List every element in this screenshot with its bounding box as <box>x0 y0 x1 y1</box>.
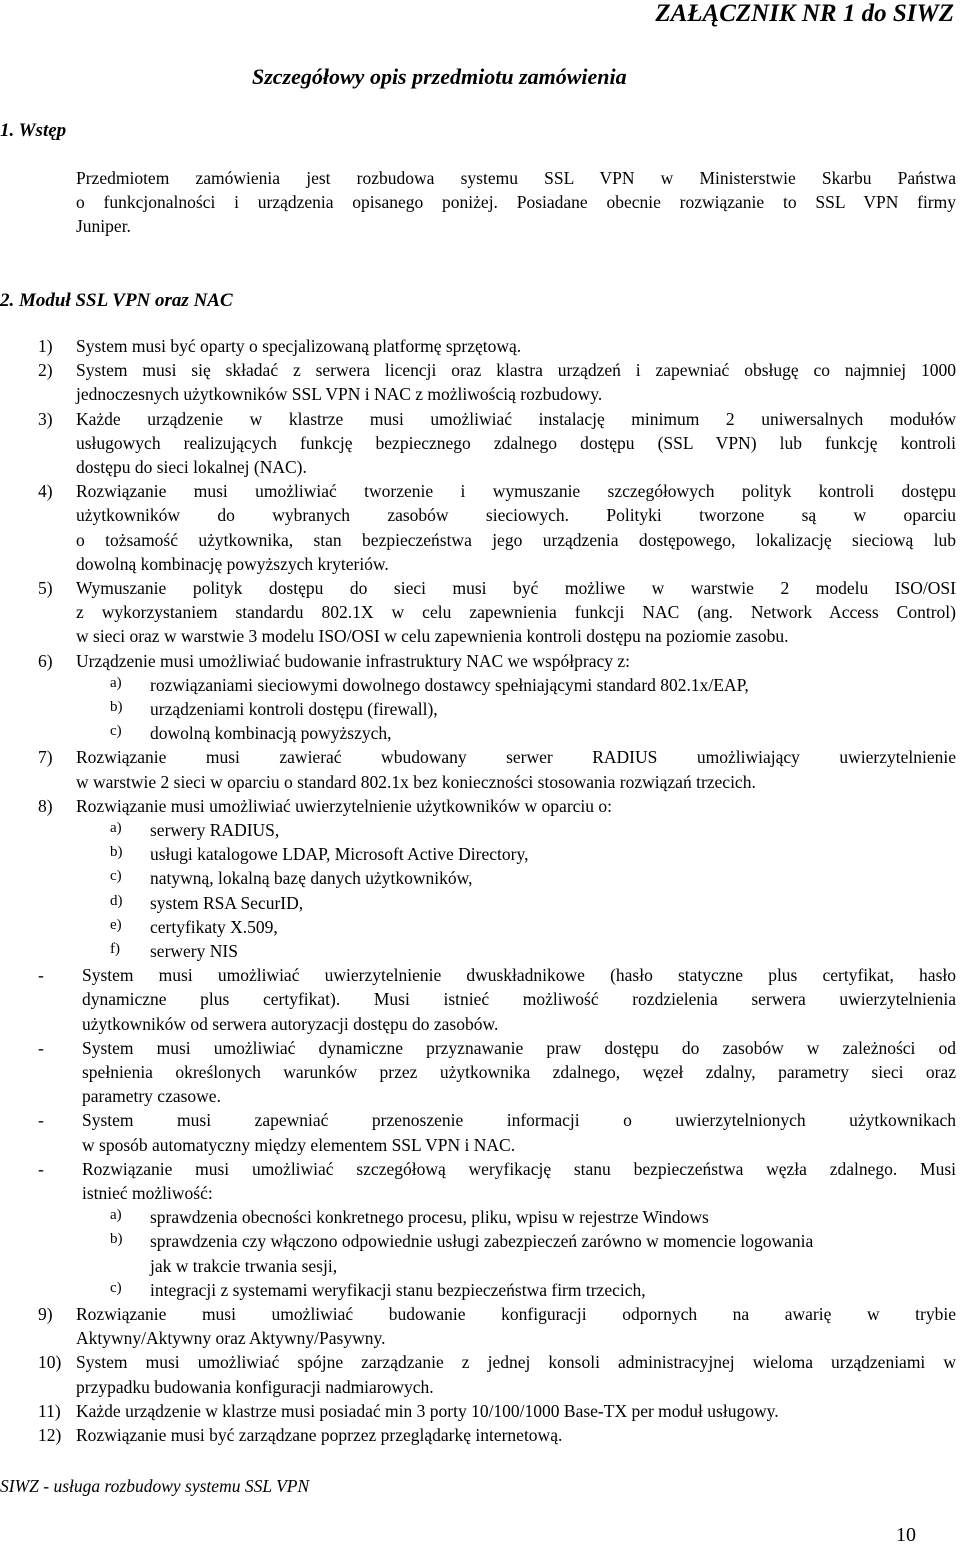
requirement-4-line: o tożsamość użytkownika, stan bezpieczeństwa jego urządzenia dostępowego, lokalizację sieciową lub <box>76 529 956 550</box>
requirement-8-sub-text: usługi katalogowe LDAP, Microsoft Active Directory, <box>150 844 529 865</box>
dash-requirement-4-sub-label: c) <box>110 1279 122 1296</box>
requirement-9-line: Aktywny/Aktywny oraz Aktywny/Pasywny. <box>76 1328 386 1349</box>
page-number: 10 <box>896 1524 916 1546</box>
requirement-1-number: 1) <box>38 336 53 356</box>
requirement-8-sub-label: d) <box>110 892 123 909</box>
requirement-5-line: w sieci oraz w warstwie 3 modelu ISO/OSI w celu zapewnienia kontroli dostępu na poziomie zasobu. <box>76 626 789 647</box>
dash-requirement-4-sub-text: jak w trakcie trwania sesji, <box>150 1255 338 1276</box>
requirement-3-number: 3) <box>38 408 53 429</box>
requirement-12-number: 12) <box>38 1425 62 1445</box>
requirement-11-line: Każde urządzenie w klastrze musi posiadać min 3 porty 10/100/1000 Base-TX per moduł usługowy. <box>76 1400 779 1421</box>
dash-requirement-4-sub-text: sprawdzenia obecności konkretnego procesu, pliku, wpisu w rejestrze Windows <box>150 1207 709 1228</box>
requirement-2-line: jednoczesnych użytkowników SSL VPN i NAC z możliwością rozbudowy. <box>76 384 603 405</box>
requirement-4-line: użytkowników do wybranych zasobów sieciowych. Polityki tworzone są w oparciu <box>76 505 956 526</box>
requirement-6-sub-text: rozwiązaniami sieciowymi dowolnego dostawcy spełniającymi standard 802.1x/EAP, <box>150 674 749 695</box>
dash-requirement-1-bullet: - <box>38 965 44 986</box>
dash-requirement-4-line: istnieć możliwość: <box>82 1183 213 1203</box>
dash-requirement-4-sub-label: a) <box>110 1207 122 1224</box>
requirement-10-line: System musi umożliwiać spójne zarządzanie z jednej konsoli administracyjnej wieloma urządzeniami w <box>76 1352 956 1373</box>
intro-paragraph-line: Juniper. <box>76 216 131 236</box>
requirement-6-sub-text: urządzeniami kontroli dostępu (firewall), <box>150 699 438 719</box>
requirement-8-sub-label: a) <box>110 820 122 836</box>
intro-paragraph-line: Przedmiotem zamówienia jest rozbudowa systemu SSL VPN w Ministerstwie Skarbu Państwa <box>76 168 956 188</box>
dash-requirement-2-line: parametry czasowe. <box>82 1086 221 1107</box>
requirement-4-line: Rozwiązanie musi umożliwiać tworzenie i wymuszanie szczegółowych polityk kontroli dostępu <box>76 481 956 502</box>
requirement-6-sub-label: b) <box>110 699 123 715</box>
requirement-5-number: 5) <box>38 578 53 598</box>
requirement-2-line: System musi się składać z serwera licencji oraz klastra urządzeń i zapewniać obsługę co najmniej 1000 <box>76 360 956 381</box>
requirement-8-sub-text: natywną, lokalną bazę danych użytkowników, <box>150 868 473 889</box>
requirement-8-sub-label: b) <box>110 844 123 861</box>
requirement-9-line: Rozwiązanie musi umożliwiać budowanie konfiguracji odpornych na awarię w trybie <box>76 1304 956 1324</box>
requirement-8-sub-text: serwery NIS <box>150 941 238 961</box>
dash-requirement-4-bullet: - <box>38 1158 44 1179</box>
dash-requirement-2-line: System musi umożliwiać dynamiczne przyznawanie praw dostępu do zasobów w zależności od <box>82 1037 956 1058</box>
requirement-4-line: dowolną kombinację powyższych kryteriów. <box>76 553 389 574</box>
section-1-heading: 1. Wstęp <box>0 120 67 141</box>
requirement-8-sub-label: f) <box>110 941 120 957</box>
footer-text: SIWZ - usługa rozbudowy systemu SSL VPN <box>0 1476 310 1496</box>
requirement-11-number: 11) <box>38 1400 61 1421</box>
dash-requirement-4-sub-label: b) <box>110 1231 123 1248</box>
dash-requirement-4-sub-text: integracji z systemami weryfikacji stanu bezpieczeństwa firm trzecich, <box>150 1279 646 1300</box>
requirement-1-line: System musi być oparty o specjalizowaną platformę sprzętową. <box>76 336 522 356</box>
requirement-9-number: 9) <box>38 1304 53 1324</box>
requirement-8-line: Rozwiązanie musi umożliwiać uwierzytelnienie użytkowników w oparciu o: <box>76 795 613 816</box>
requirement-5-line: Wymuszanie polityk dostępu do sieci musi być możliwe w warstwie 2 modelu ISO/OSI <box>76 578 956 598</box>
requirement-10-line: przypadku budowania konfiguracji nadmiarowych. <box>76 1376 434 1397</box>
intro-paragraph-line: o funkcjonalności i urządzenia opisanego poniżej. Posiadane obecnie rozwiązanie to SSL VPN firmy <box>76 192 956 212</box>
requirement-6-sub-label: c) <box>110 723 122 740</box>
requirement-12-line: Rozwiązanie musi być zarządzane poprzez przeglądarkę internetową. <box>76 1425 563 1445</box>
appendix-title: ZAŁĄCZNIK NR 1 do SIWZ <box>655 0 954 27</box>
requirement-4-number: 4) <box>38 481 53 502</box>
dash-requirement-4-line: Rozwiązanie musi umożliwiać szczegółową weryfikację stanu bezpieczeństwa węzła zdalnego. Musi <box>82 1158 956 1179</box>
requirement-5-line: z wykorzystaniem standardu 802.1X w celu zapewnienia funkcji NAC (ang. Network Access Control) <box>76 602 956 623</box>
requirement-3-line: dostępu do sieci lokalnej (NAC). <box>76 457 307 477</box>
section-2-heading: 2. Moduł SSL VPN oraz NAC <box>0 290 233 311</box>
requirement-8-sub-label: c) <box>110 868 122 885</box>
requirement-7-line: w warstwie 2 sieci w oparciu o standard 802.1x bez konieczności stosowania rozwiązań trzecich. <box>76 771 756 792</box>
requirement-3-line: usługowych realizujących funkcję bezpiecznego zdalnego dostępu (SSL VPN) lub funkcję kontroli <box>76 432 956 453</box>
dash-requirement-3-bullet: - <box>38 1110 44 1131</box>
requirement-8-sub-text: system RSA SecurID, <box>150 892 304 913</box>
dash-requirement-2-line: spełnienia określonych warunków przez użytkownika zdalnego, węzeł zdalny, parametry sieci oraz <box>82 1062 956 1082</box>
requirement-8-number: 8) <box>38 795 53 816</box>
requirement-3-line: Każde urządzenie w klastrze musi umożliwiać instalację minimum 2 uniwersalnych modułów <box>76 408 956 429</box>
requirement-7-number: 7) <box>38 747 53 768</box>
dash-requirement-2-bullet: - <box>38 1037 44 1058</box>
requirement-10-number: 10) <box>38 1352 62 1373</box>
requirement-6-line: Urządzenie musi umożliwiać budowanie infrastruktury NAC we współpracy z: <box>76 650 631 671</box>
requirement-6-sub-label: a) <box>110 674 122 691</box>
dash-requirement-1-line: użytkowników od serwera autoryzacji dostępu do zasobów. <box>82 1013 499 1034</box>
requirement-6-sub-text: dowolną kombinacją powyższych, <box>150 723 392 744</box>
dash-requirement-1-line: System musi umożliwiać uwierzytelnienie dwuskładnikowe (hasło statyczne plus certyfikat, hasło <box>82 965 956 986</box>
requirement-7-line: Rozwiązanie musi zawierać wbudowany serwer RADIUS umożliwiający uwierzytelnienie <box>76 747 956 768</box>
dash-requirement-3-line: System musi zapewniać przenoszenie informacji o uwierzytelnionych użytkownikach <box>82 1110 956 1131</box>
requirement-8-sub-text: certyfikaty X.509, <box>150 916 278 937</box>
document-title: Szczegółowy opis przedmiotu zamówienia <box>252 64 627 89</box>
requirement-8-sub-text: serwery RADIUS, <box>150 820 280 840</box>
requirement-6-number: 6) <box>38 650 53 671</box>
requirement-2-number: 2) <box>38 360 53 381</box>
dash-requirement-4-sub-text: sprawdzenia czy włączono odpowiednie usługi zabezpieczeń zarówno w momencie logowania <box>150 1231 814 1252</box>
dash-requirement-1-line: dynamiczne plus certyfikat). Musi istnieć możliwość rozdzielenia serwera uwierzytelnienia <box>82 989 956 1010</box>
requirement-8-sub-label: e) <box>110 916 122 933</box>
dash-requirement-3-line: w sposób automatyczny między elementem SSL VPN i NAC. <box>82 1134 516 1155</box>
